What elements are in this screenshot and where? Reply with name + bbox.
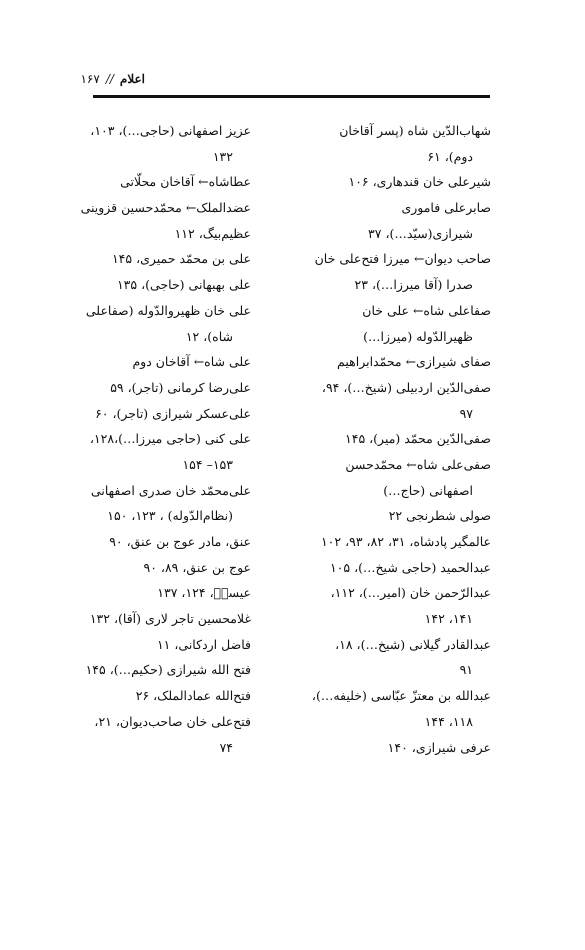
index-entry: عطاشاه← آقاخان محلّاتی [120,174,251,190]
index-entry: عوج بن عنق، ۸۹، ۹۰ [143,559,251,575]
index-entry: عبدالقادر گیلانی (شیخ…)، ۱۸، [335,636,491,652]
index-entry: شیرازی(سیّد…)، ۳۷ [368,225,473,241]
index-entry: صولی شطرنجی ۲۲ [388,508,491,524]
index-entry: علی‌رضا کرمانی (تاجر)، ۵۹ [110,379,251,395]
index-entry: دوم)، ۶۱ [427,148,473,164]
index-entry: غلامحسین تاجر لاری (آقا)، ۱۳۲ [89,611,251,627]
index-entry: عرفی شیرازی، ۱۴۰ [387,739,491,755]
index-entry: علی بن محمّد حمیری، ۱۴۵ [111,251,251,267]
index-entry: عنق، مادر عوج بن عنق، ۹۰ [109,534,251,549]
index-entry: صفی‌علی شاه← محمّدحسن [345,456,491,472]
header-title: اعلام [119,72,145,86]
index-entry: عظیم‌بیگ، ۱۱۲ [174,225,251,241]
index-entry: ۱۱۸، ۱۴۴ [424,713,473,729]
index-entry: علی بهبهانی (حاجی)، ۱۳۵ [116,277,251,293]
index-entry: ۱۴۱، ۱۴۲ [424,611,473,627]
index-entry: ظهیرالدّوله (میرزا…) [363,328,473,344]
index-entry: صفی‌الدّین اردبیلی (شیخ…)، ۹۴، [321,379,491,395]
running-header [0,70,585,92]
header-text [80,72,145,86]
index-entry: ۹۷ [459,405,473,421]
index-entry: اصفهانی (حاج…) [383,482,473,498]
index-entry: علی شاه← آقاخان دوم [132,354,251,370]
index-entry: علی‌عسکر شیرازی (تاجر)، ۶۰ [95,405,251,421]
index-entry: ۹۱ [459,662,473,678]
index-entry: فتح الله شیرازی (حکیم…)، ۱۴۵ [85,662,251,678]
index-entry: صفی‌الدّین محمّد (میر)، ۱۴۵ [345,431,491,447]
header-separator: // [105,72,114,86]
index-entry: شیرعلی خان قندهاری، ۱۰۶ [348,174,491,190]
index-entry: عالمگیر پادشاه، ۳۱، ۸۲، ۹۳، ۱۰۲ [320,534,491,549]
index-entry: علی‌محمّد خان صدری اصفهانی [90,482,251,498]
index-entry: ۱۳۲ [212,148,233,164]
index-entry: صفاعلی شاه← علی خان [362,302,491,318]
index-entry: صفای شیرازی← محمّدابراهیم [337,354,491,370]
index-entry: عبدالله بن معتزّ عبّاسی (خلیفه…)، [311,688,491,704]
index-entry: ۱۵۳– ۱۵۴ [182,456,233,472]
index-entry: عبدالحمید (حاجی شیخ…)، ۱۰۵ [329,559,491,575]
page-number: ۱۶۷ [80,72,100,86]
index-entry: شاه)، ۱۲ [185,328,233,344]
index-entry: شهاب‌الدّین شاه (پسر آقاخان [339,123,491,138]
index-column-left [61,118,251,760]
header-rule [93,95,490,98]
index-entry: علی خان ظهیروالدّوله (صفاعلی [85,302,251,318]
index-entry: صدرا (آقا میرزا…)، ۲۳ [354,277,473,293]
index-entry: ۷۴ [219,739,233,755]
index-entry: علی کنی (حاجی میرزا…)،۱۲۸، [89,431,251,447]
index-entry: عزیز اصفهانی (حاجی…)، ۱۰۳، [90,123,251,138]
index-entry: عیسیؑ، ۱۲۴، ۱۳۷ [157,585,251,601]
index-entry: (نظام‌الدّوله) ، ۱۲۳، ۱۵۰ [107,508,233,524]
index-column-right [301,118,491,760]
index-entry: فتح‌علی خان صاحب‌دیوان، ۲۱، [94,713,251,729]
index-entry: عبدالرّحمن خان (امیر…)، ۱۱۲، [330,585,491,601]
index-entry: صابرعلی فاموری [401,200,491,216]
index-entry: فتح‌الله عمادالملک، ۲۶ [135,688,251,704]
index-entry: عضدالملک← محمّدحسین قزوینی [80,200,251,216]
index-entry: فاضل اردکانی، ۱۱ [156,636,251,652]
index-entry: صاحب دیوان← میرزا فتح‌علی خان [314,251,491,267]
